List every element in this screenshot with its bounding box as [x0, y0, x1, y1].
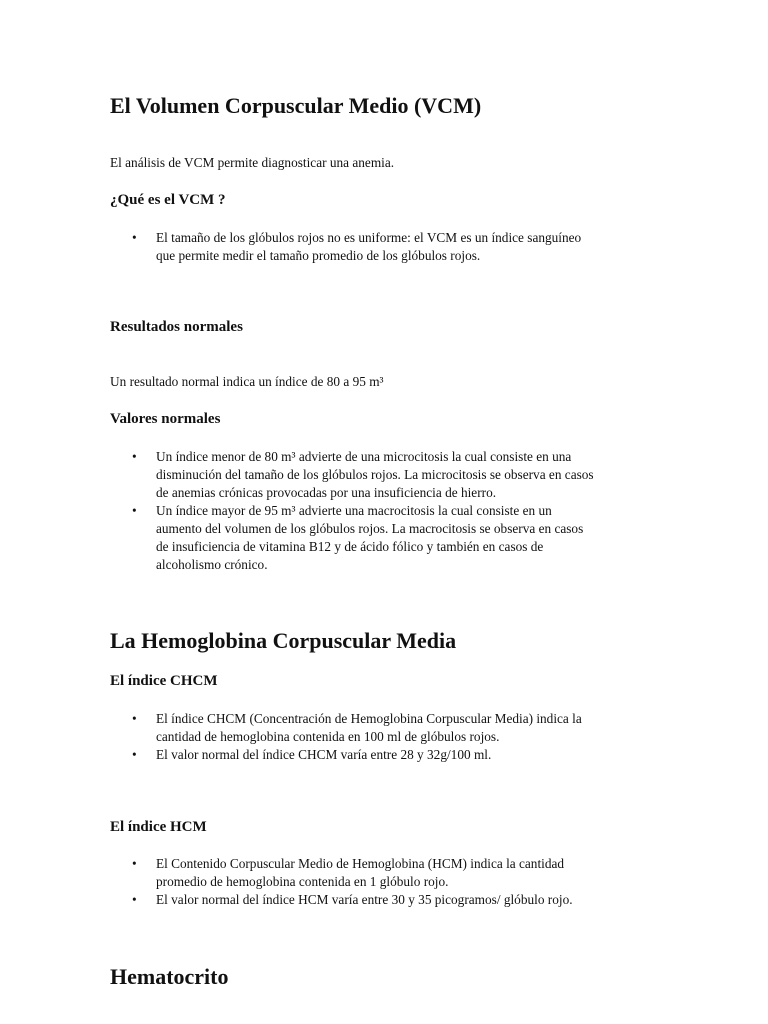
bullet-icon: • — [132, 892, 137, 907]
list-item-line: cantidad de hemoglobina contenida en 100 ml de glóbulos rojos. — [156, 729, 500, 744]
list-item — [110, 229, 670, 265]
list-item-line: que permite medir el tamaño promedio de los glóbulos rojos. — [156, 248, 481, 263]
resultados-text: Un resultado normal indica un índice de 80 a 95 m³ — [110, 374, 384, 389]
list-item — [110, 891, 670, 909]
list-item-line: de anemias crónicas provocadas por una insuficiencia de hierro. — [156, 485, 497, 500]
list-item — [110, 448, 670, 502]
list-item-line: aumento del volumen de los glóbulos rojos. La macrocitosis se observa en casos — [156, 521, 584, 536]
list-item-line: de insuficiencia de vitamina B12 y de ácido fólico y también en casos de — [156, 539, 544, 554]
list-item-line: El Contenido Corpuscular Medio de Hemoglobina (HCM) indica la cantidad — [156, 856, 565, 871]
hemoglobina-title: La Hemoglobina Corpuscular Media — [110, 628, 457, 653]
bullet-icon: • — [132, 449, 137, 464]
list-item — [110, 710, 670, 746]
list-item — [110, 855, 670, 891]
que-es-list — [110, 229, 670, 265]
bullet-icon: • — [132, 747, 137, 762]
bullet-icon: • — [132, 503, 137, 518]
list-item-line: El valor normal del índice CHCM varía entre 28 y 32g/100 ml. — [156, 747, 492, 762]
list-item-line: promedio de hemoglobina contenida en 1 glóbulo rojo. — [156, 874, 449, 889]
valores-heading: Valores normales — [110, 411, 221, 427]
list-item-line: El valor normal del índice HCM varía entre 30 y 35 picogramos/ glóbulo rojo. — [156, 892, 573, 907]
list-item-line: disminución del tamaño de los glóbulos rojos. La microcitosis se observa en casos — [156, 467, 594, 482]
list-item-line: alcoholismo crónico. — [156, 557, 268, 572]
vcm-intro: El análisis de VCM permite diagnosticar una anemia. — [110, 155, 395, 170]
chcm-list — [110, 710, 670, 764]
list-item — [110, 502, 670, 574]
list-item-line: Un índice mayor de 95 m³ advierte una macrocitosis la cual consiste en un — [156, 503, 552, 518]
hcm-heading: El índice HCM — [110, 819, 207, 835]
list-item — [110, 746, 670, 764]
chcm-heading: El índice CHCM — [110, 673, 218, 689]
hcm-list — [110, 855, 670, 909]
valores-list — [110, 448, 670, 574]
bullet-icon: • — [132, 230, 137, 245]
list-item-line: El tamaño de los glóbulos rojos no es uniforme: el VCM es un índice sanguíneo — [156, 230, 582, 245]
bullet-icon: • — [132, 711, 137, 726]
que-es-heading: ¿Qué es el VCM ? — [110, 192, 226, 208]
bullet-icon: • — [132, 856, 137, 871]
resultados-heading: Resultados normales — [110, 319, 243, 335]
list-item-line: Un índice menor de 80 m³ advierte de una microcitosis la cual consiste en una — [156, 449, 572, 464]
list-item-line: El índice CHCM (Concentración de Hemoglobina Corpuscular Media) indica la — [156, 711, 582, 726]
hematocrito-title: Hematocrito — [110, 964, 229, 989]
vcm-title: El Volumen Corpuscular Medio (VCM) — [110, 93, 482, 118]
